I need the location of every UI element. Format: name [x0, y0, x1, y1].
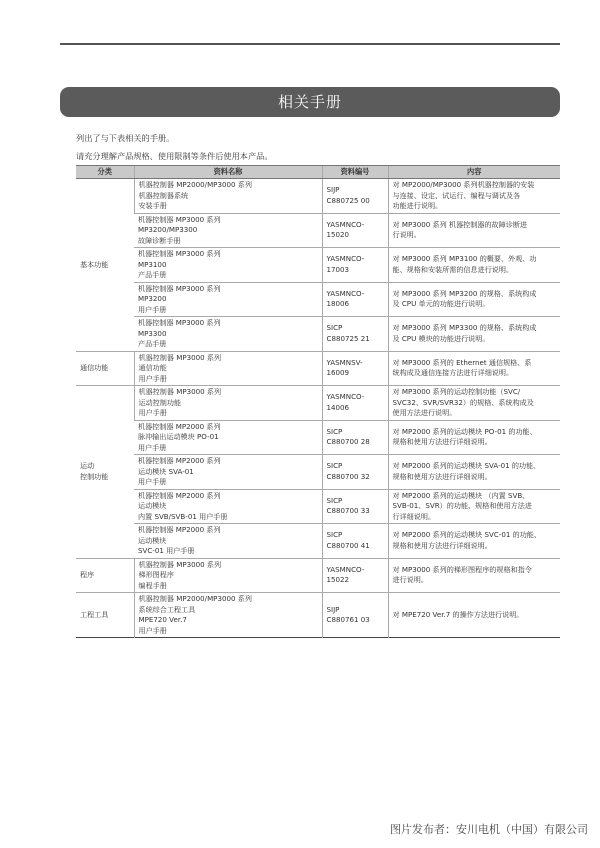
- document-name: 机器控制器 MP2000 系列 运动模块 内置 SVB/SVB-01 用户手册: [134, 489, 322, 524]
- table-row: [76, 489, 560, 524]
- document-name: 机器控制器 MP2000/MP3000 系列 机器控制器系统 安装手册: [134, 179, 322, 214]
- category-cell: 通信功能: [76, 351, 134, 386]
- document-name: 机器控制器 MP3000 系列 MP3100 产品手册: [134, 248, 322, 283]
- table-row: [76, 524, 560, 559]
- table-row: [76, 317, 560, 352]
- document-code: YASMNCO-17003: [322, 248, 388, 283]
- table-row: [76, 179, 560, 214]
- related-manuals-table: [76, 165, 560, 638]
- document-name: 机器控制器 MP2000 系列 脉冲输出运动模块 PO-01 用户手册: [134, 420, 322, 455]
- document-content: 对 MP3000 系列的梯形图程序的规格和指令 进行说明。: [388, 558, 560, 593]
- document-content: 对 MP3000 系列 机器控制器的故障诊断进 行说明。: [388, 213, 560, 248]
- document-content: 对 MP3000 系列 MP3100 的概要、外观、功 能、规格和安装所需的信息进行说明。: [388, 248, 560, 283]
- document-content: 对 MP3000 系列 MP3300 的规格、系统构成 及 CPU 模块的功能进行说明。: [388, 317, 560, 352]
- document-name: 机器控制器 MP3000 系列 运动控制功能 用户手册: [134, 386, 322, 421]
- document-code: SIJP C880761 03: [322, 593, 388, 638]
- document-name: 机器控制器 MP3000 系列 MP3200/MP3300 故障诊断手册: [134, 213, 322, 248]
- document-code: SICP C880700 28: [322, 420, 388, 455]
- intro-line-2: 请充分理解产品规格、使用限制等条件后使用本产品。: [76, 151, 273, 161]
- publisher-credit: 图片发布者：安川电机（中国）有限公司: [390, 823, 588, 836]
- header-document-code: 资料编号: [322, 166, 388, 179]
- table-row: [76, 455, 560, 490]
- document-code: YASMNCO-18006: [322, 282, 388, 317]
- document-content: 对 MP3000 系列 MP3200 的规格、系统构成 及 CPU 单元的功能进行说明。: [388, 282, 560, 317]
- table-row: [76, 282, 560, 317]
- document-code: SICP C880725 21: [322, 317, 388, 352]
- category-cell: 工程工具: [76, 593, 134, 638]
- document-name: 机器控制器 MP3000 系列 MP3200 用户手册: [134, 282, 322, 317]
- document-content: 对 MP2000 系列的运动模块 SVC-01 的功能、 规格和使用方法进行详细说明。: [388, 524, 560, 559]
- table-row: [76, 386, 560, 421]
- header-category: 分类: [76, 166, 134, 179]
- section-title: 相关手册: [60, 87, 560, 117]
- document-code: YASMNCO-15022: [322, 558, 388, 593]
- table-header-row: [76, 166, 560, 179]
- category-cell: 程序: [76, 558, 134, 593]
- table-row: [76, 593, 560, 638]
- document-name: 机器控制器 MP2000/MP3000 系列 系统综合工程工具 MPE720 Ver.7 用户手册: [134, 593, 322, 638]
- document-code: SIJP C880725 00: [322, 179, 388, 214]
- document-content: 对 MPE720 Ver.7 的操作方法进行说明。: [388, 593, 560, 638]
- category-cell: 运动 控制功能: [76, 386, 134, 559]
- table-row: [76, 351, 560, 386]
- document-code: SICP C880700 33: [322, 489, 388, 524]
- document-content: 对 MP2000/MP3000 系列机器控制器的安装 与连接、设定、试运行、编程与调试及各 功能进行说明。: [388, 179, 560, 214]
- document-name: 机器控制器 MP3000 系列 MP3300 产品手册: [134, 317, 322, 352]
- document-content: 对 MP3000 系列的 Ethernet 通信规格、系 统构成及通信连接方法进行详细说明。: [388, 351, 560, 386]
- header-document-name: 资料名称: [134, 166, 322, 179]
- document-content: 对 MP2000 系列的运动模块 SVA-01 的功能、 规格和使用方法进行详细说明。: [388, 455, 560, 490]
- document-name: 机器控制器 MP2000 系列 运动模块 SVA-01 用户手册: [134, 455, 322, 490]
- document-name: 机器控制器 MP2000 系列 运动模块 SVC-01 用户手册: [134, 524, 322, 559]
- intro-line-1: 列出了与下表相关的手册。: [76, 133, 175, 143]
- document-code: YASMNCO-15020: [322, 213, 388, 248]
- document-content: 对 MP3000 系列的运动控制功能（SVC/ SVC32、SVR/SVR32）的规格、系统构成及 使用方法进行说明。: [388, 386, 560, 421]
- document-name: 机器控制器 MP3000 系列 通信功能 用户手册: [134, 351, 322, 386]
- document-name: 机器控制器 MP3000 系列 梯形图程序 编程手册: [134, 558, 322, 593]
- document-code: YASMNSV-16009: [322, 351, 388, 386]
- document-content: 对 MP2000 系列的运动模块 （内置 SVB、 SVB-01、SVR）的功能、规格和使用方法进 行详细说明。: [388, 489, 560, 524]
- document-code: YASMNCO-14006: [322, 386, 388, 421]
- document-content: 对 MP2000 系列的运动模块 PO-01 的功能、 规格和使用方法进行详细说明。: [388, 420, 560, 455]
- table-row: [76, 248, 560, 283]
- table-row: [76, 420, 560, 455]
- document-code: SICP C880700 32: [322, 455, 388, 490]
- header-content: 内容: [388, 166, 560, 179]
- table-row: [76, 213, 560, 248]
- table-row: [76, 558, 560, 593]
- top-rule: [60, 43, 560, 45]
- category-cell: 基本功能: [76, 179, 134, 352]
- document-code: SICP C880700 41: [322, 524, 388, 559]
